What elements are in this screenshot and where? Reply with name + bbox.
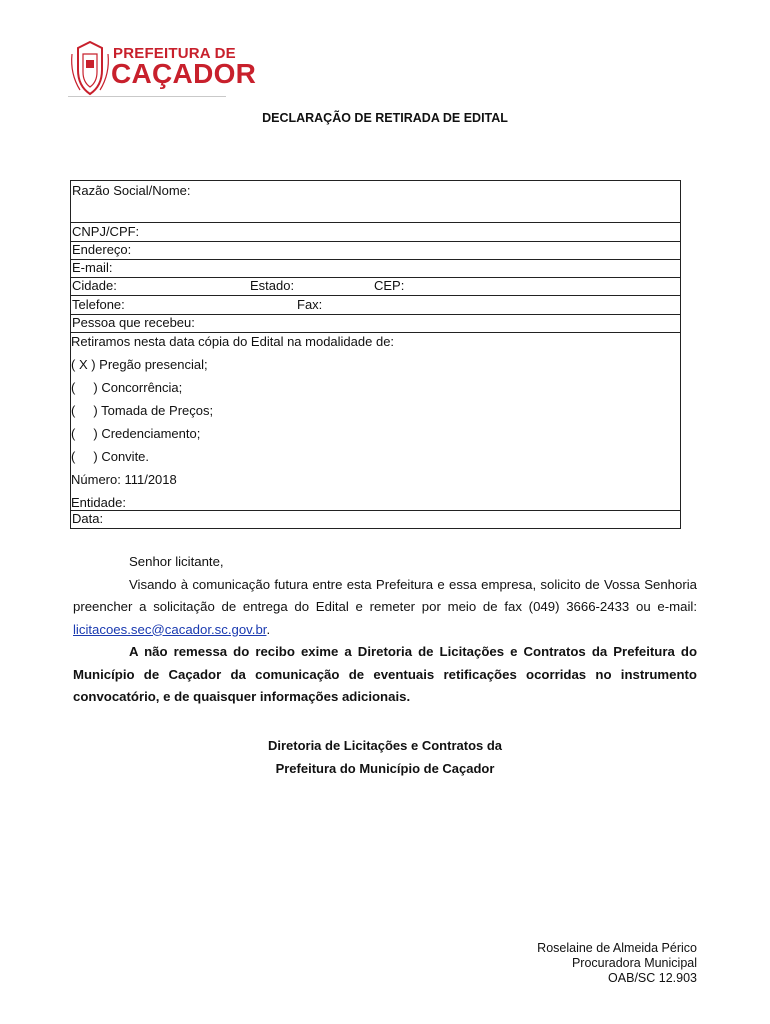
form-row-modalidade bbox=[71, 333, 680, 511]
department-line-2: Prefeitura do Município de Caçador bbox=[275, 761, 495, 776]
greeting: Senhor licitante, bbox=[129, 554, 224, 569]
form-row-pessoa bbox=[71, 315, 680, 333]
label-data: Data: bbox=[72, 511, 104, 526]
email-link[interactable]: licitacoes.sec@cacador.sc.gov.br bbox=[73, 621, 267, 637]
paragraph-request bbox=[73, 574, 697, 642]
form-row-data bbox=[71, 511, 680, 528]
label-entidade: Entidade: bbox=[71, 495, 126, 510]
paragraph-notice: A não remessa do recibo exime a Diretoria de Licitações e Contratos da Prefeitura do Município de Caçador da comunicação de eventuais retificações ocorridas no instrumento convocatório, e de quaisquer informações adicionais. bbox=[73, 644, 697, 704]
option-credenciamento: ( ) Credenciamento; bbox=[71, 426, 201, 441]
signature-role: Procuradora Municipal bbox=[571, 956, 697, 970]
label-retiramos: Retiramos nesta data cópia do Edital na modalidade de: bbox=[71, 334, 395, 349]
label-pessoa: Pessoa que recebeu: bbox=[72, 315, 195, 330]
form-row-email bbox=[71, 260, 680, 278]
form-row-razao bbox=[71, 181, 680, 223]
department-line-1: Diretoria de Licitações e Contratos da bbox=[267, 738, 503, 753]
option-convite: ( ) Convite. bbox=[71, 449, 150, 464]
signature-block bbox=[537, 941, 697, 986]
logo-text-top: PREFEITURA DE bbox=[113, 45, 236, 62]
label-razao: Razão Social/Nome: bbox=[72, 183, 191, 198]
label-email: E-mail: bbox=[72, 260, 113, 275]
label-cidade: Cidade: bbox=[72, 278, 117, 293]
label-cep: CEP: bbox=[374, 278, 405, 293]
option-concorrencia: ( ) Concorrência; bbox=[71, 380, 183, 395]
label-telefone: Telefone: bbox=[72, 297, 125, 312]
paragraph-period: . bbox=[266, 621, 271, 637]
form-row-cnpj bbox=[71, 223, 680, 242]
label-numero: Número: 111/2018 bbox=[71, 472, 177, 487]
logo-text-main: CAÇADOR bbox=[111, 58, 257, 89]
signature-name: Roselaine de Almeida Périco bbox=[537, 941, 697, 955]
form-row-telefone bbox=[71, 296, 680, 315]
option-pregao: ( X ) Pregão presencial; bbox=[71, 357, 208, 372]
signature-oab: OAB/SC 12.903 bbox=[608, 971, 697, 985]
form-row-endereco bbox=[71, 242, 680, 260]
label-fax: Fax: bbox=[297, 297, 323, 312]
form-row-cidade bbox=[71, 278, 680, 296]
paragraph-request-text: Visando à comunicação futura entre esta Prefeitura e essa empresa, solicito de Vossa Senhoria preencher a solicitação de entrega do Edital e remeter por meio de fax (049) 3666-2433 ou e-mail: bbox=[73, 576, 697, 614]
label-cnpj: CNPJ/CPF: bbox=[72, 224, 140, 239]
declaration-form bbox=[70, 180, 681, 529]
document-title: DECLARAÇÃO DE RETIRADA DE EDITAL bbox=[262, 111, 508, 125]
logo-underline bbox=[68, 96, 226, 97]
label-endereco: Endereço: bbox=[72, 242, 132, 257]
letter-body bbox=[73, 551, 697, 709]
option-tomada-precos: ( ) Tomada de Preços; bbox=[71, 403, 214, 418]
label-estado: Estado: bbox=[250, 278, 295, 293]
